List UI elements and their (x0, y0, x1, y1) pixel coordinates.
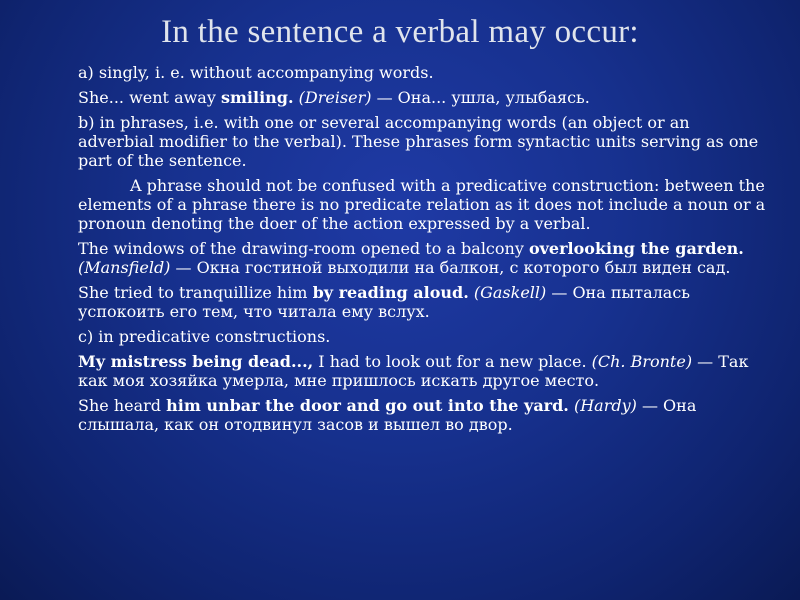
bold-example-text: him unbar the door and go out into the yard. (166, 396, 569, 415)
source-citation: (Ch. Bronte) (591, 352, 693, 371)
paragraph-text: She heard (78, 396, 167, 415)
paragraph-text: I had to look out for a new place. (313, 352, 592, 371)
paragraph-text: — Она пыталась успокоить его тем, что читала ему вслух. (78, 283, 691, 321)
paragraph-text: — Окна гостиной выходили на балкон, с которого был виден сад. (170, 258, 731, 277)
source-citation: (Gaskell) (468, 283, 547, 302)
paragraph-text: c) in predicative constructions. (78, 327, 331, 346)
bold-example-text: smiling. (220, 88, 294, 107)
paragraph-text: A phrase should not be confused with a predicative construction: between the elements of a phrase there is no predicate relation as it does not include a noun or a pronoun denoting the doer of the action expressed by a verbal. (78, 176, 766, 233)
slide-title: In the sentence a verbal may occur: (161, 14, 639, 50)
paragraph (78, 327, 768, 346)
paragraph-text: — Она слышала, как он отодвинул засов и вышел во двор. (78, 396, 697, 434)
paragraph-text: She... went away (78, 88, 221, 107)
paragraph-text: — Так как моя хозяйка умерла, мне пришлось искать другое место. (78, 352, 749, 390)
paragraph-text: She tried to tranquillize him (78, 283, 313, 302)
bold-example-text: by reading aloud. (312, 283, 469, 302)
bold-example-text: My mistress being dead..., (78, 352, 314, 371)
paragraph (78, 352, 768, 390)
paragraph-text: a) singly, i. e. without accompanying words. (78, 63, 434, 82)
paragraph (78, 88, 768, 107)
paragraph-text: b) in phrases, i.e. with one or several accompanying words (an object or an adverbial modifier to the verbal). These phrases form syntactic units serving as one part of the sentence. (78, 113, 759, 170)
source-citation: (Hardy) (568, 396, 637, 415)
source-citation: (Dreiser) (293, 88, 372, 107)
paragraph (78, 113, 768, 170)
paragraph (78, 63, 768, 82)
paragraph-text: — Она... ушла, улыбаясь. (371, 88, 590, 107)
paragraph-text: The windows of the drawing-room opened to a balcony (78, 239, 529, 258)
paragraph (78, 283, 768, 321)
paragraph (78, 176, 768, 233)
paragraph (78, 239, 768, 277)
paragraph (78, 396, 768, 434)
bold-example-text: overlooking the garden. (528, 239, 744, 258)
slide-body (78, 63, 768, 440)
source-citation: (Mansfield) (78, 258, 171, 277)
